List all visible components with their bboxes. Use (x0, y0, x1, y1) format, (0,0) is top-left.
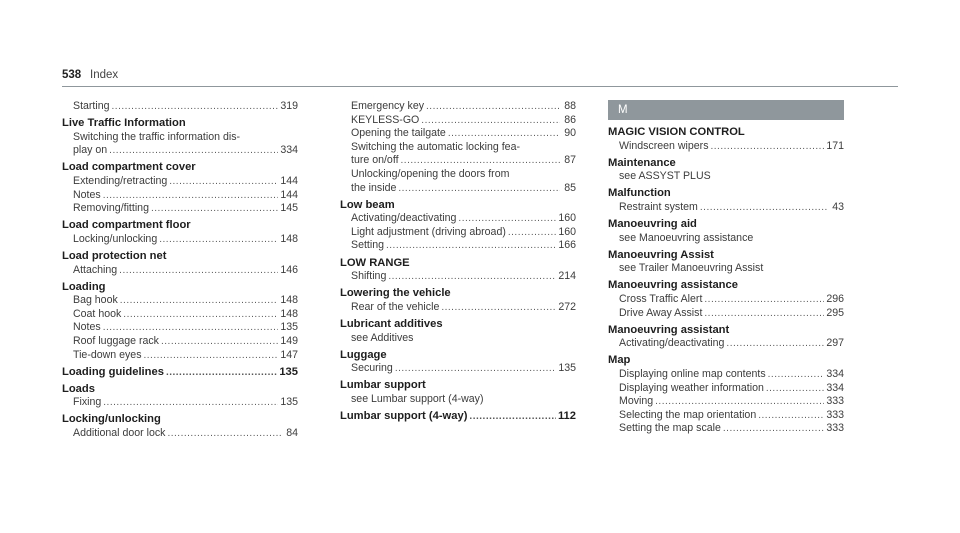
index-line (340, 168, 576, 182)
line-text: Moving (619, 395, 654, 408)
index-column-1 (62, 100, 298, 444)
index-line (340, 154, 576, 168)
line-text: play on (73, 144, 108, 157)
dot-leader (704, 293, 824, 307)
section-letter-bar: M (608, 100, 844, 120)
line-text: Notes (73, 321, 101, 334)
line-text: see Lumbar support (4-way) (351, 392, 484, 405)
index-entry (608, 126, 844, 153)
dot-leader (109, 144, 278, 158)
line-text: Fixing (73, 396, 102, 409)
index-line (340, 100, 576, 114)
dot-leader (401, 154, 560, 168)
index-entry (340, 410, 576, 424)
page-reference: 135 (279, 365, 298, 378)
index-heading: Lubricant additives (340, 317, 443, 330)
index-entry (608, 157, 844, 184)
line-text: Setting the map scale (619, 422, 721, 435)
index-line (608, 201, 844, 215)
dot-leader (768, 368, 825, 382)
index-line (62, 321, 298, 335)
page-reference: 214 (558, 270, 576, 283)
dot-leader (711, 140, 825, 154)
index-line (608, 368, 844, 382)
index-column-3 (608, 100, 844, 439)
index-line (62, 144, 298, 158)
index-line (340, 332, 576, 346)
page-reference: 171 (826, 139, 844, 152)
index-line (62, 202, 298, 216)
index-heading: Map (608, 354, 631, 367)
dot-leader (766, 382, 824, 396)
line-text: Displaying online map contents (619, 368, 766, 380)
line-text: Setting (351, 239, 384, 252)
index-entry (608, 218, 844, 245)
page-reference: 149 (280, 335, 298, 347)
index-line (608, 382, 844, 396)
dot-leader (700, 201, 828, 215)
line-text: Selecting the map orientation (619, 408, 757, 421)
line-text: Unlocking/opening the doors from (351, 167, 510, 180)
line-text: Cross Traffic Alert (619, 293, 703, 306)
dot-leader (508, 226, 556, 240)
page-reference: 148 (280, 294, 298, 307)
index-heading: Manoeuvring assistant (608, 323, 730, 336)
index-entry (340, 318, 576, 345)
index-line (62, 189, 298, 203)
index-line (340, 127, 576, 141)
dot-leader (120, 294, 279, 308)
line-text: Notes (73, 188, 101, 201)
line-text: Locking/unlocking (73, 232, 158, 245)
line-text: Lumbar support (4-way) (340, 409, 468, 422)
page-reference: 160 (558, 212, 576, 225)
index-heading: Manoeuvring assistance (608, 279, 738, 292)
index-line (62, 175, 298, 189)
line-text: see ASSYST PLUS (619, 170, 711, 183)
index-entry (62, 100, 298, 114)
index-heading: Live Traffic Information (62, 117, 186, 130)
index-entry (340, 379, 576, 406)
page-reference: 135 (280, 396, 298, 409)
index-entry (340, 349, 576, 376)
index-heading: Loads (62, 382, 95, 395)
dot-leader (704, 307, 824, 321)
page-reference: 148 (280, 307, 298, 320)
index-entry (340, 199, 576, 253)
page-reference: 88 (564, 100, 576, 112)
dot-leader (166, 366, 277, 380)
index-line (340, 362, 576, 376)
line-text: KEYLESS-GO (351, 113, 420, 126)
dot-leader (441, 301, 556, 315)
line-text: Tie-down eyes (73, 348, 142, 361)
index-line (340, 212, 576, 226)
page-reference: 144 (280, 174, 298, 187)
page-reference: 295 (826, 306, 844, 319)
index-line (340, 239, 576, 253)
page-reference: 112 (557, 409, 576, 422)
line-text: Additional door lock (73, 427, 166, 440)
page-reference: 90 (564, 127, 576, 140)
line-text: Removing/fitting (73, 202, 149, 215)
line-text: Light adjustment (driving abroad) (351, 225, 506, 238)
index-heading: Lowering the vehicle (340, 287, 451, 300)
dot-leader (123, 308, 278, 322)
page-reference: 333 (826, 395, 844, 408)
index-heading: Luggage (340, 348, 387, 361)
dot-leader (386, 239, 556, 253)
index-entry (340, 257, 576, 284)
index-line (608, 307, 844, 321)
index-entry (62, 413, 298, 440)
dot-leader (723, 422, 824, 436)
index-heading: Load compartment cover (62, 161, 196, 174)
dot-leader (458, 212, 556, 226)
index-entry (62, 383, 298, 410)
page-reference: 334 (280, 144, 298, 157)
index-entry (340, 100, 576, 195)
line-text: Activating/deactivating (351, 212, 457, 225)
index-line (340, 114, 576, 128)
index-entry (608, 279, 844, 320)
index-line (62, 308, 298, 322)
index-entry (62, 161, 298, 215)
index-heading: Load protection net (62, 249, 167, 262)
line-text: Starting (73, 100, 110, 112)
line-text: see Manoeuvring assistance (619, 231, 754, 244)
line-text: Drive Away Assist (619, 306, 703, 319)
index-heading: LOW RANGE (340, 256, 410, 269)
index-line (62, 294, 298, 308)
line-text: Restraint system (619, 200, 698, 213)
dot-leader (112, 100, 279, 114)
dot-leader (103, 321, 279, 335)
line-text: Windscreen wipers (619, 139, 709, 152)
index-heading: MAGIC VISION CONTROL (608, 126, 745, 138)
page-reference: 135 (558, 362, 576, 375)
page-reference: 334 (826, 381, 844, 394)
dot-leader (726, 337, 824, 351)
index-entry (608, 187, 844, 214)
page-number: 538 (62, 69, 82, 81)
page-reference: 333 (826, 408, 844, 421)
dot-leader (103, 396, 278, 410)
dot-leader (119, 264, 278, 278)
index-entry (608, 354, 844, 436)
index-line (608, 140, 844, 154)
page-reference: 135 (280, 321, 298, 334)
page-header (62, 66, 898, 87)
index-heading: Manoeuvring aid (608, 218, 697, 231)
line-text: the inside (351, 181, 397, 194)
line-text: see Additives (351, 331, 414, 344)
line-text: Coat hook (73, 307, 122, 320)
line-text: see Trailer Manoeuvring Assist (619, 262, 764, 275)
page-reference: 160 (558, 225, 576, 238)
dot-leader (169, 175, 278, 189)
index-entry (62, 117, 298, 158)
dot-leader (388, 270, 556, 284)
index-line (62, 366, 298, 380)
page-reference: 147 (280, 348, 298, 361)
index-line (608, 422, 844, 436)
index-line (340, 226, 576, 240)
line-text: Opening the tailgate (351, 127, 446, 140)
page-section-label: Index (90, 69, 119, 81)
index-line (62, 131, 298, 145)
page-reference: 144 (280, 188, 298, 201)
index-line (608, 409, 844, 423)
dot-leader (167, 427, 282, 441)
index-heading: Maintenance (608, 156, 676, 169)
page-reference: 333 (826, 422, 844, 435)
page-reference: 86 (564, 113, 576, 126)
page-reference: 334 (826, 368, 844, 380)
index-entry (62, 250, 298, 277)
index-line (340, 393, 576, 407)
index-heading: Manoeuvring Assist (608, 248, 714, 261)
page-reference: 319 (280, 100, 298, 112)
line-text: Emergency key (351, 100, 425, 112)
line-text: ture on/off (351, 154, 399, 167)
page-reference: 166 (558, 239, 576, 252)
page-reference: 145 (280, 202, 298, 215)
index-entry (62, 219, 298, 246)
index-column-2 (340, 100, 576, 427)
index-line (62, 233, 298, 247)
dot-leader (448, 127, 560, 141)
index-line (62, 427, 298, 441)
index-line (62, 335, 298, 349)
line-text: Bag hook (73, 294, 118, 307)
dot-leader (758, 409, 824, 423)
dot-leader (469, 410, 556, 424)
index-line (608, 293, 844, 307)
index-entry (340, 287, 576, 314)
page-reference: 146 (280, 263, 298, 276)
page-reference: 87 (564, 154, 576, 167)
index-line (340, 182, 576, 196)
index-entry (62, 281, 298, 363)
line-text: Switching the traffic information dis- (73, 130, 241, 143)
index-line (608, 337, 844, 351)
page-reference: 84 (286, 427, 298, 440)
line-text: Activating/deactivating (619, 337, 725, 350)
dot-leader (103, 189, 279, 203)
line-text: Switching the automatic locking fea- (351, 140, 520, 153)
line-text: Attaching (73, 263, 118, 276)
index-heading: Load compartment floor (62, 219, 191, 232)
dot-leader (421, 114, 560, 128)
dot-leader (161, 335, 278, 349)
index-line (62, 349, 298, 363)
line-text: Extending/retracting (73, 174, 168, 187)
page-reference: 297 (826, 337, 844, 350)
index-entry (608, 249, 844, 276)
line-text: Shifting (351, 270, 387, 283)
line-text: Roof luggage rack (73, 335, 159, 347)
index-line (340, 301, 576, 315)
dot-leader (151, 202, 278, 216)
dot-leader (398, 182, 560, 196)
index-heading: Low beam (340, 198, 395, 211)
line-text: Rear of the vehicle (351, 300, 440, 313)
index-line (608, 170, 844, 184)
line-text: Securing (351, 362, 393, 375)
index-line (608, 232, 844, 246)
index-line (340, 270, 576, 284)
dot-leader (426, 100, 560, 114)
index-line (62, 396, 298, 410)
index-line (608, 262, 844, 276)
line-text: Displaying weather information (619, 381, 764, 394)
dot-leader (159, 233, 278, 247)
page-reference: 148 (280, 232, 298, 245)
index-heading: Malfunction (608, 187, 671, 200)
dot-leader (655, 395, 824, 409)
index-line (62, 100, 298, 114)
page-reference: 296 (826, 293, 844, 306)
page-reference: 85 (564, 181, 576, 194)
index-entry (62, 366, 298, 380)
index-entry (608, 324, 844, 351)
index-line (62, 264, 298, 278)
index-line (340, 141, 576, 155)
page-reference: 43 (832, 200, 844, 213)
index-heading: Lumbar support (340, 379, 426, 392)
line-text: Loading guidelines (62, 365, 164, 378)
dot-leader (395, 362, 557, 376)
index-line (340, 410, 576, 424)
index-heading: Loading (62, 280, 106, 293)
page-reference: 272 (558, 300, 576, 313)
index-line (608, 395, 844, 409)
dot-leader (144, 349, 279, 363)
index-heading: Locking/unlocking (62, 413, 161, 426)
